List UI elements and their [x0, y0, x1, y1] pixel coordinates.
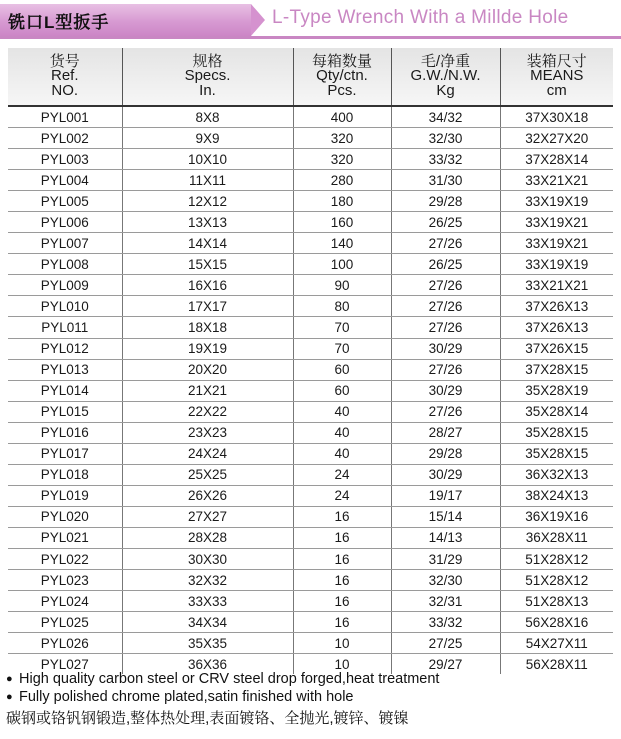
cell-ref-no: PYL019 [8, 485, 122, 506]
spec-table [8, 48, 613, 674]
cell-carton-size: 35X28X19 [500, 380, 613, 401]
cell-gross-net-weight: 27/26 [391, 317, 500, 338]
cell-ref-no: PYL013 [8, 359, 122, 380]
header-line: Qty/ctn. [316, 67, 368, 85]
cell-gross-net-weight: 30/29 [391, 380, 500, 401]
notes [6, 670, 618, 730]
cell-qty-per-carton: 180 [293, 191, 391, 212]
header-line: 毛/净重 [420, 52, 471, 70]
cell-qty-per-carton: 16 [293, 591, 391, 612]
cell-gross-net-weight: 26/25 [391, 254, 500, 275]
cell-carton-size: 33X19X19 [500, 254, 613, 275]
note-text: Fully polished chrome plated,satin finished with hole [19, 689, 354, 705]
cell-ref-no: PYL009 [8, 275, 122, 296]
cell-ref-no: PYL003 [8, 149, 122, 170]
cell-specs: 20X20 [122, 359, 293, 380]
cell-qty-per-carton: 280 [293, 170, 391, 191]
cell-gross-net-weight: 27/26 [391, 401, 500, 422]
cell-ref-no: PYL017 [8, 443, 122, 464]
cell-qty-per-carton: 60 [293, 359, 391, 380]
header-line: Pcs. [327, 81, 357, 99]
cell-ref-no: PYL021 [8, 527, 122, 548]
table-row [8, 443, 613, 464]
cell-gross-net-weight: 30/29 [391, 464, 500, 485]
cell-qty-per-carton: 60 [293, 380, 391, 401]
table-row [8, 149, 613, 170]
table-row [8, 422, 613, 443]
cell-specs: 35X35 [122, 633, 293, 654]
cell-carton-size: 35X28X14 [500, 401, 613, 422]
header-line: cm [546, 81, 567, 99]
note-en-2 [6, 688, 618, 706]
banner-arrow [251, 4, 265, 36]
cell-gross-net-weight: 33/32 [391, 149, 500, 170]
cell-ref-no: PYL022 [8, 548, 122, 569]
cell-qty-per-carton: 140 [293, 233, 391, 254]
table-row [8, 275, 613, 296]
cell-gross-net-weight: 32/30 [391, 128, 500, 149]
cell-gross-net-weight: 27/26 [391, 359, 500, 380]
table-row [8, 338, 613, 359]
cell-carton-size: 37X30X18 [500, 106, 613, 128]
table-row [8, 233, 613, 254]
table-row [8, 401, 613, 422]
table-row [8, 548, 613, 569]
table-body [8, 106, 613, 674]
cell-qty-per-carton: 10 [293, 654, 391, 675]
table-row [8, 506, 613, 527]
cell-specs: 25X25 [122, 464, 293, 485]
cell-carton-size: 36X19X16 [500, 506, 613, 527]
cell-ref-no: PYL005 [8, 191, 122, 212]
cell-qty-per-carton: 70 [293, 317, 391, 338]
cell-gross-net-weight: 31/30 [391, 170, 500, 191]
cell-qty-per-carton: 80 [293, 296, 391, 317]
cell-specs: 26X26 [122, 485, 293, 506]
cell-ref-no: PYL023 [8, 570, 122, 591]
cell-specs: 34X34 [122, 612, 293, 633]
header-line: NO. [51, 81, 79, 99]
bullet-icon: ● [6, 691, 13, 703]
cell-specs: 8X8 [122, 106, 293, 128]
cell-qty-per-carton: 400 [293, 106, 391, 128]
header-line: G.W./N.W. [410, 67, 481, 85]
cell-ref-no: PYL011 [8, 317, 122, 338]
cell-ref-no: PYL014 [8, 380, 122, 401]
cell-gross-net-weight: 29/28 [391, 191, 500, 212]
cell-ref-no: PYL008 [8, 254, 122, 275]
cell-qty-per-carton: 16 [293, 612, 391, 633]
header-specs [122, 48, 293, 106]
cell-specs: 30X30 [122, 548, 293, 569]
header-line: Kg [436, 81, 455, 99]
cell-gross-net-weight: 27/26 [391, 296, 500, 317]
cell-carton-size: 33X21X21 [500, 170, 613, 191]
table-row [8, 485, 613, 506]
cell-carton-size: 56X28X11 [500, 654, 613, 675]
cell-ref-no: PYL006 [8, 212, 122, 233]
cell-qty-per-carton: 24 [293, 464, 391, 485]
table-row [8, 591, 613, 612]
cell-specs: 9X9 [122, 128, 293, 149]
cell-carton-size: 35X28X15 [500, 422, 613, 443]
cell-carton-size: 37X26X13 [500, 296, 613, 317]
cell-ref-no: PYL001 [8, 106, 122, 128]
cell-gross-net-weight: 27/25 [391, 633, 500, 654]
cell-qty-per-carton: 100 [293, 254, 391, 275]
table-row [8, 317, 613, 338]
cell-specs: 15X15 [122, 254, 293, 275]
cell-gross-net-weight: 30/29 [391, 338, 500, 359]
cell-gross-net-weight: 34/32 [391, 106, 500, 128]
cell-ref-no: PYL018 [8, 464, 122, 485]
cell-carton-size: 36X32X13 [500, 464, 613, 485]
table-row [8, 212, 613, 233]
cell-carton-size: 38X24X13 [500, 485, 613, 506]
cell-carton-size: 56X28X16 [500, 612, 613, 633]
cell-specs: 10X10 [122, 149, 293, 170]
table-row [8, 254, 613, 275]
header-line: 装箱尺寸 [526, 52, 587, 70]
cell-specs: 32X32 [122, 570, 293, 591]
banner-underline [0, 36, 621, 39]
cell-specs: 19X19 [122, 338, 293, 359]
cell-specs: 27X27 [122, 506, 293, 527]
table-row [8, 106, 613, 128]
cell-qty-per-carton: 40 [293, 443, 391, 464]
header-line: 每箱数量 [311, 52, 372, 70]
cell-qty-per-carton: 70 [293, 338, 391, 359]
title-english: L-Type Wrench With a Millde Hole [272, 7, 569, 28]
table-row [8, 380, 613, 401]
cell-qty-per-carton: 16 [293, 570, 391, 591]
table-header-row [8, 48, 613, 106]
cell-gross-net-weight: 33/32 [391, 612, 500, 633]
header-line: In. [199, 81, 216, 99]
cell-specs: 24X24 [122, 443, 293, 464]
cell-carton-size: 54X27X11 [500, 633, 613, 654]
cell-qty-per-carton: 320 [293, 149, 391, 170]
cell-carton-size: 35X28X15 [500, 443, 613, 464]
table-row [8, 191, 613, 212]
cell-gross-net-weight: 27/26 [391, 233, 500, 254]
cell-qty-per-carton: 320 [293, 128, 391, 149]
table-row [8, 170, 613, 191]
header-gross-net-weight [391, 48, 500, 106]
note-en-1 [6, 670, 618, 688]
cell-gross-net-weight: 15/14 [391, 506, 500, 527]
cell-ref-no: PYL027 [8, 654, 122, 675]
cell-qty-per-carton: 40 [293, 422, 391, 443]
cell-ref-no: PYL016 [8, 422, 122, 443]
header-carton-size [500, 48, 613, 106]
cell-specs: 14X14 [122, 233, 293, 254]
cell-specs: 22X22 [122, 401, 293, 422]
cell-carton-size: 37X26X13 [500, 317, 613, 338]
cell-qty-per-carton: 90 [293, 275, 391, 296]
cell-qty-per-carton: 16 [293, 506, 391, 527]
cell-specs: 28X28 [122, 527, 293, 548]
table-row [8, 527, 613, 548]
cell-qty-per-carton: 16 [293, 527, 391, 548]
cell-ref-no: PYL004 [8, 170, 122, 191]
cell-carton-size: 37X28X15 [500, 359, 613, 380]
cell-specs: 18X18 [122, 317, 293, 338]
cell-gross-net-weight: 31/29 [391, 548, 500, 569]
cell-gross-net-weight: 27/26 [391, 275, 500, 296]
cell-carton-size: 51X28X12 [500, 548, 613, 569]
note-text: High quality carbon steel or CRV steel drop forged,heat treatment [19, 671, 440, 687]
cell-ref-no: PYL007 [8, 233, 122, 254]
cell-carton-size: 51X28X13 [500, 591, 613, 612]
cell-gross-net-weight: 29/27 [391, 654, 500, 675]
cell-ref-no: PYL024 [8, 591, 122, 612]
header-qty-per-carton [293, 48, 391, 106]
cell-gross-net-weight: 29/28 [391, 443, 500, 464]
title-chinese: 铣口L型扳手 [8, 13, 110, 32]
cell-carton-size: 33X19X19 [500, 191, 613, 212]
table-row [8, 359, 613, 380]
cell-specs: 33X33 [122, 591, 293, 612]
header-ref-no [8, 48, 122, 106]
cell-ref-no: PYL025 [8, 612, 122, 633]
table-row [8, 464, 613, 485]
cell-gross-net-weight: 14/13 [391, 527, 500, 548]
cell-qty-per-carton: 24 [293, 485, 391, 506]
cell-ref-no: PYL020 [8, 506, 122, 527]
header-line: Specs. [184, 67, 231, 85]
cell-specs: 23X23 [122, 422, 293, 443]
cell-gross-net-weight: 32/30 [391, 570, 500, 591]
cell-carton-size: 33X19X21 [500, 233, 613, 254]
cell-gross-net-weight: 32/31 [391, 591, 500, 612]
cell-specs: 13X13 [122, 212, 293, 233]
header-line: MEANS [530, 67, 584, 85]
table-row [8, 612, 613, 633]
cell-specs: 12X12 [122, 191, 293, 212]
title-banner [0, 0, 621, 40]
table-row [8, 128, 613, 149]
cell-qty-per-carton: 10 [293, 633, 391, 654]
cell-carton-size: 51X28X12 [500, 570, 613, 591]
cell-specs: 21X21 [122, 380, 293, 401]
cell-carton-size: 32X27X20 [500, 128, 613, 149]
table-row [8, 633, 613, 654]
cell-ref-no: PYL012 [8, 338, 122, 359]
cell-carton-size: 36X28X11 [500, 527, 613, 548]
cell-specs: 17X17 [122, 296, 293, 317]
cell-carton-size: 33X21X21 [500, 275, 613, 296]
cell-ref-no: PYL002 [8, 128, 122, 149]
cell-gross-net-weight: 26/25 [391, 212, 500, 233]
header-line: 货号 [49, 52, 80, 70]
cell-ref-no: PYL026 [8, 633, 122, 654]
cell-carton-size: 33X19X21 [500, 212, 613, 233]
header-line: Ref. [50, 67, 79, 85]
cell-ref-no: PYL015 [8, 401, 122, 422]
cell-qty-per-carton: 160 [293, 212, 391, 233]
cell-ref-no: PYL010 [8, 296, 122, 317]
cell-gross-net-weight: 19/17 [391, 485, 500, 506]
cell-carton-size: 37X26X15 [500, 338, 613, 359]
cell-specs: 16X16 [122, 275, 293, 296]
cell-gross-net-weight: 28/27 [391, 422, 500, 443]
cell-specs: 11X11 [122, 170, 293, 191]
cell-specs: 36X36 [122, 654, 293, 675]
cell-qty-per-carton: 16 [293, 548, 391, 569]
note-chinese: 碳钢或铬钒钢锻造,整体热处理,表面镀铬、全抛光,镀锌、镀镍 [6, 710, 409, 727]
cell-qty-per-carton: 40 [293, 401, 391, 422]
bullet-icon: ● [6, 673, 13, 685]
table-row [8, 570, 613, 591]
table-row [8, 296, 613, 317]
header-line: 规格 [192, 52, 223, 70]
cell-carton-size: 37X28X14 [500, 149, 613, 170]
